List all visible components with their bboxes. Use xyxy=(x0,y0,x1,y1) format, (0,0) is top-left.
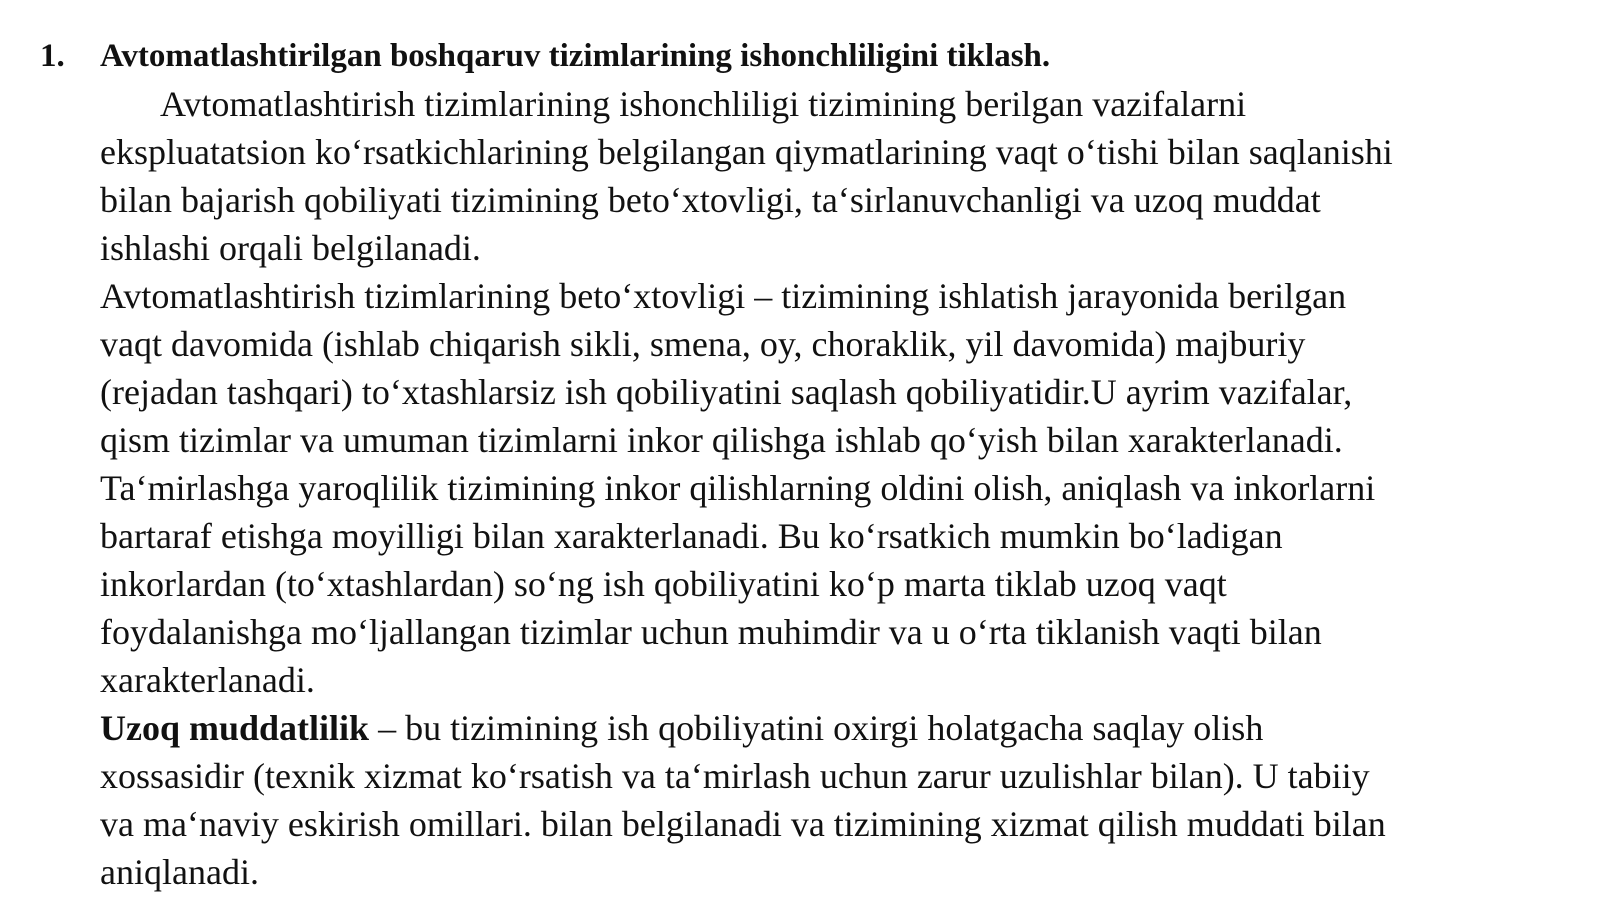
paragraph-line: vaqt davomida (ishlab chiqarish sikli, smena, oy, choraklik, yil davomida) majburiy xyxy=(100,324,1306,364)
paragraph-line: va ma‘naviy eskirish omillari. bilan belgilanadi va tizimining xizmat qilish muddati bilan xyxy=(100,804,1386,844)
heading-number: 1. xyxy=(40,38,65,74)
paragraph-line: inkorlardan (to‘xtashlardan) so‘ng ish qobiliyatini ko‘p marta tiklab uzoq vaqt xyxy=(100,564,1227,604)
defined-term: Uzoq muddatlilik xyxy=(100,708,370,748)
paragraph-line: bilan bajarish qobiliyati tizimining beto‘xtovligi, ta‘sirlanuvchanligi va uzoq muddat xyxy=(100,180,1321,220)
paragraph-line: xarakterlanadi. xyxy=(100,660,315,700)
paragraph-line: xossasidir (texnik xizmat ko‘rsatish va ta‘mirlash uchun zarur uzulishlar bilan). U tabiiy xyxy=(100,756,1370,796)
heading-title: Avtomatlashtirilgan boshqaruv tizimlarining ishonchliligini tiklash. xyxy=(100,38,1051,74)
paragraph-line: aniqlanadi. xyxy=(100,852,259,892)
definition-text: – bu tizimining ish qobiliyatini oxirgi holatgacha saqlay olish xyxy=(369,708,1264,748)
document-body xyxy=(100,80,1580,896)
paragraph-line: qism tizimlar va umuman tizimlarni inkor qilishga ishlab qo‘yish bilan xarakterlanadi. xyxy=(100,420,1343,460)
paragraph-line-with-term xyxy=(100,704,1580,752)
paragraph-line: Avtomatlashtirish tizimlarining beto‘xtovligi – tizimining ishlatish jarayonida berilgan xyxy=(100,276,1347,316)
paragraph-line: Avtomatlashtirish tizimlarining ishonchliligi tizimining berilgan vazifalarni xyxy=(160,84,1247,124)
paragraph-line: Ta‘mirlashga yaroqlilik tizimining inkor qilishlarning oldini olish, aniqlash va inkorlarni xyxy=(100,468,1376,508)
paragraph-line: ishlashi orqali belgilanadi. xyxy=(100,228,481,268)
paragraph-line: bartaraf etishga moyilligi bilan xarakterlanadi. Bu ko‘rsatkich mumkin bo‘ladigan xyxy=(100,516,1283,556)
paragraph-line: (rejadan tashqari) to‘xtashlarsiz ish qobiliyatini saqlash qobiliyatidir.U ayrim vazifalar, xyxy=(100,372,1353,412)
paragraph-line: ekspluatatsion ko‘rsatkichlarining belgilangan qiymatlarining vaqt o‘tishi bilan saqlanishi xyxy=(100,132,1393,172)
paragraph-line: foydalanishga mo‘ljallangan tizimlar uchun muhimdir va u o‘rta tiklanish vaqti bilan xyxy=(100,612,1322,652)
